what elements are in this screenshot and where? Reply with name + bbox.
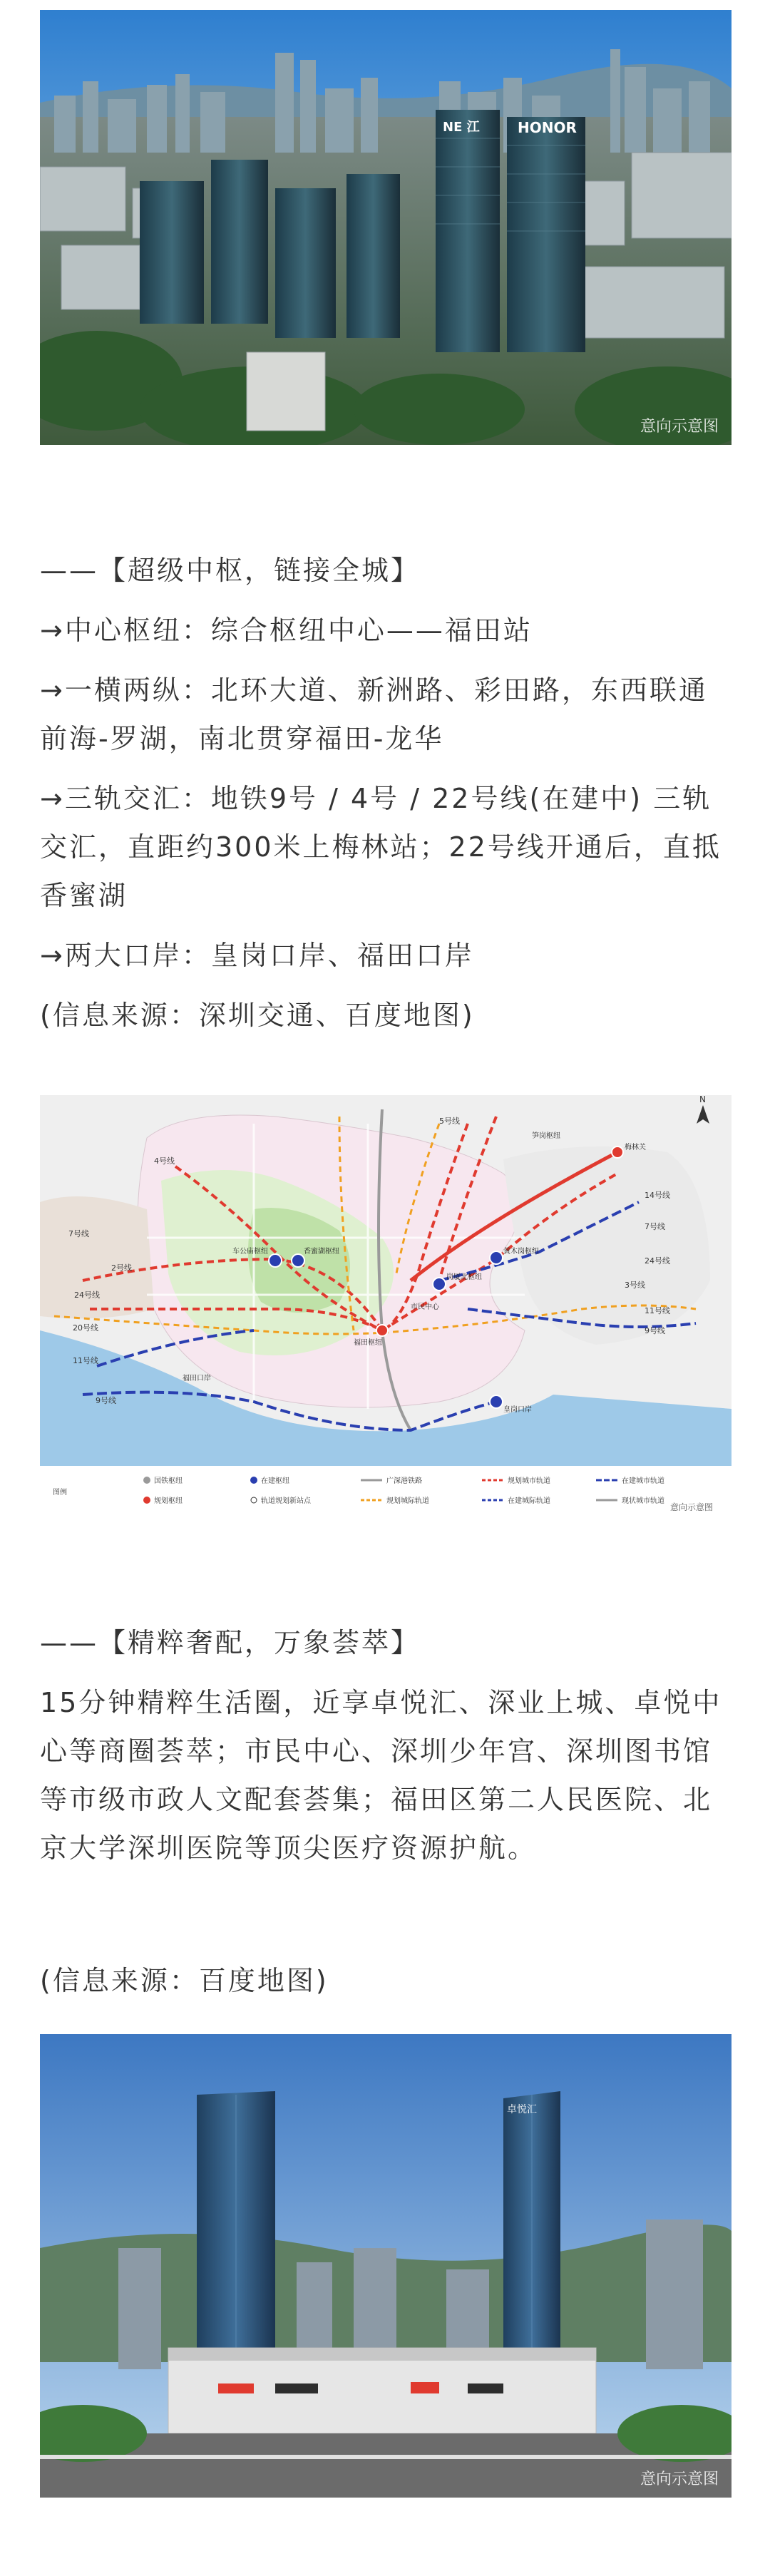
map-line-label: 24号线 [645,1256,670,1266]
legend-item: 在建城际轨道 [508,1497,550,1505]
legend-item: 规划城际轨道 [386,1497,429,1505]
map-line-label: 11号线 [645,1306,670,1315]
tower-sign: 卓悦汇 [507,2104,537,2115]
city-aerial-photo [40,10,732,445]
image-watermark: 意向示意图 [640,418,719,436]
amenities-paragraph: 15分钟精粹生活圈，近享卓悦汇、深业上城、卓悦中心等商圈荟萃；市民中心、深圳少年宫、深圳图书馆等市级市政人文配套荟集；福田区第二人民医院、北京大学深圳医院等顶尖医疗资源护航。 [40,1687,722,1864]
map-station-label: 黄木岗枢纽 [503,1248,539,1256]
map-line-label: 3号线 [625,1281,645,1290]
map-line-label: 9号线 [645,1326,665,1335]
map-station-label: 皇岗口岸 [503,1406,532,1414]
map-line-label: 5号线 [439,1117,460,1126]
legend-item: 轨道规划新站点 [261,1497,311,1505]
hub-line-2: →一横两纵：北环大道、新洲路、彩田路，东西联通前海-罗湖，南北贯穿福田-龙华 [40,674,708,754]
map-station-label: 香蜜湖枢纽 [304,1248,339,1256]
map-line-label: 14号线 [645,1191,670,1200]
map-station-label: 笋岗枢纽 [532,1132,560,1140]
map-station-label: 车公庙枢纽 [232,1248,268,1256]
legend-item: 广深港铁路 [386,1477,422,1485]
building-sign-left: NE 江 [443,120,480,135]
map-watermark: 意向示意图 [670,1502,714,1512]
map-line-label: 4号线 [154,1156,175,1166]
map-line-label: 7号线 [68,1229,89,1238]
legend-item: 在建枢纽 [261,1477,289,1485]
map-line-label: 11号线 [73,1356,98,1365]
map-station-label: 福田枢纽 [354,1339,382,1347]
legend-item: 现状城市轨道 [622,1497,664,1505]
map-station-label: 市民中心 [411,1303,439,1311]
map-station-label: 梅林关 [625,1144,646,1151]
hub-line-1: →中心枢纽：综合枢纽中心——福田站 [40,615,533,646]
map-station-label: 福田口岸 [183,1375,211,1382]
transit-map [40,1095,732,1519]
section-heading-amenities: ——【精粹奢配，万象荟萃】 [40,1627,421,1658]
map-line-label: 2号线 [111,1263,132,1273]
legend-item: 规划枢纽 [154,1497,183,1505]
north-label: N [699,1095,706,1104]
hub-source: (信息来源：深圳交通、百度地图) [40,1000,475,1031]
map-line-label: 7号线 [645,1222,665,1231]
amenities-source: (信息来源：百度地图) [40,1965,329,1996]
legend-item: 在建城市轨道 [622,1477,664,1485]
mall-photo [40,2034,732,2498]
hub-line-4: →两大口岸：皇岗口岸、福田口岸 [40,940,474,971]
map-line-label: 20号线 [73,1323,98,1333]
section-heading-hub: ——【超级中枢，链接全城】 [40,555,421,586]
image-watermark: 意向示意图 [640,2470,719,2488]
legend-title: 图例 [53,1489,67,1497]
map-line-label: 24号线 [74,1290,100,1300]
legend-item: 国铁枢纽 [154,1477,183,1485]
legend-item: 规划城市轨道 [508,1477,550,1485]
map-station-label: 岗厦北枢纽 [446,1273,482,1281]
map-line-label: 9号线 [96,1396,116,1405]
building-sign-right: HONOR [518,119,577,136]
hub-line-3: →三轨交汇：地铁9号 / 4号 / 22号线(在建中) 三轨交汇，直距约300米上梅林站；22号线开通后，直抵香蜜湖 [40,783,722,911]
